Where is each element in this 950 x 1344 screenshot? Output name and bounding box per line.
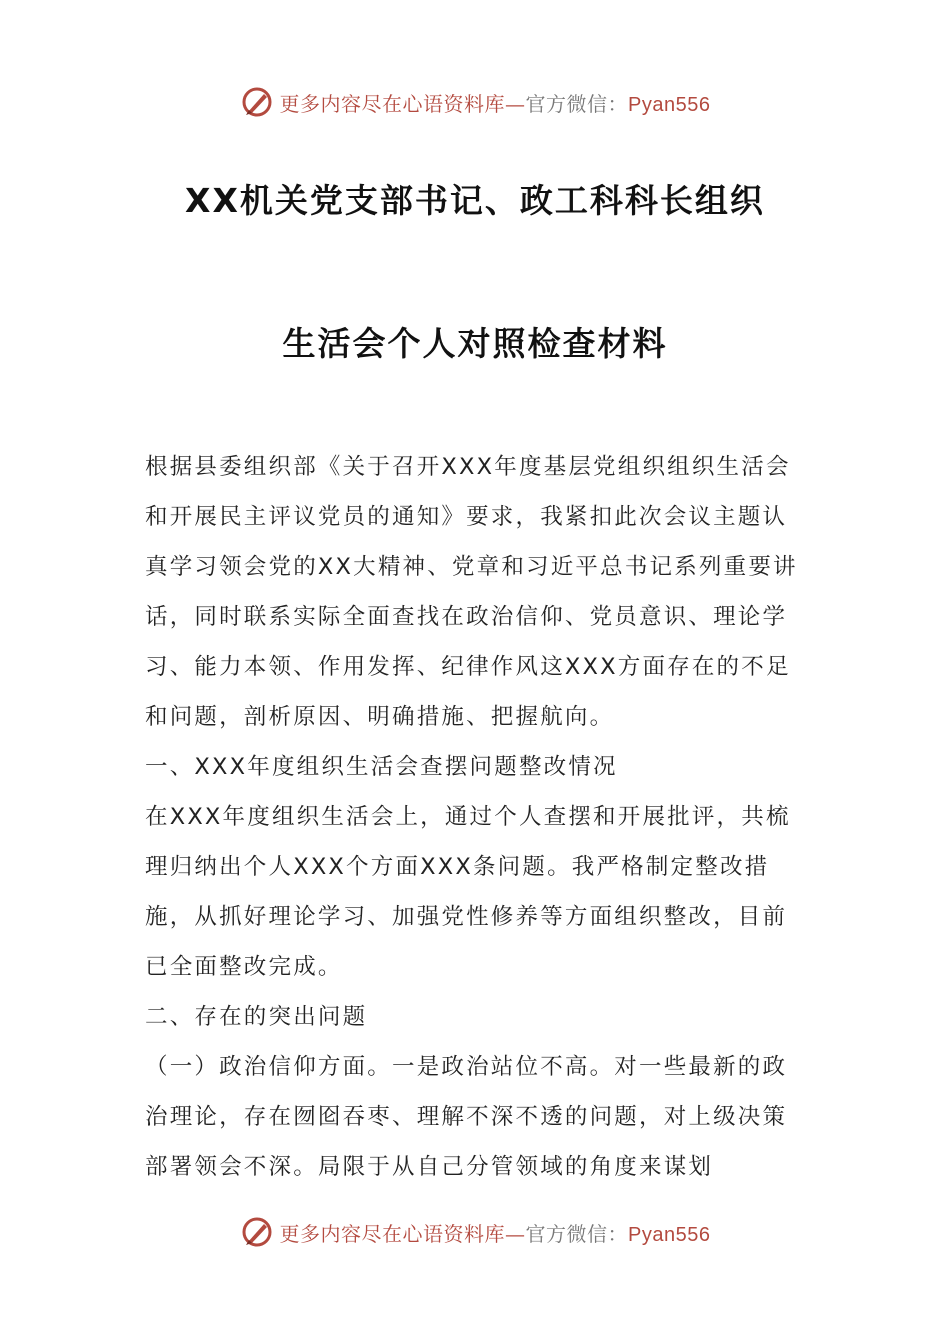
- watermark-text: 更多内容尽在心语资料库—官方微信：Pyan556: [279, 91, 711, 116]
- paragraph-intro: 根据县委组织部《关于召开XXX年度基层党组织组织生活会和开展民主评议党员的通知》要求，我紧扣此次会议主题认真学习领会党的XX大精神、党章和习近平总书记系列重要讲话，同时联系实际全面查找在政治信仰、党员意识、理论学习、能力本领、作用发挥、纪律作风这XXX方面存在的不足和问题，剖析原因、明确措施、把握航向。: [145, 454, 798, 730]
- document-title-line1: XX机关党支部书记、政工科科长组织: [185, 181, 765, 220]
- pen-logo-icon: [240, 85, 274, 119]
- footer-watermark: [0, 1212, 950, 1252]
- section-heading-2: 二、存在的突出问题: [145, 1004, 368, 1030]
- section-heading-1: 一、XXX年度组织生活会查摆问题整改情况: [145, 754, 618, 780]
- watermark-text: 更多内容尽在心语资料库—官方微信：Pyan556: [279, 1221, 711, 1246]
- paragraph-rectification: 在XXX年度组织生活会上，通过个人查摆和开展批评，共梳理归纳出个人XXX个方面XXX条问题。我严格制定整改措施，从抓好理论学习、加强党性修养等方面组织整改，目前已全面整改完成。: [145, 804, 791, 980]
- header-watermark: [0, 82, 950, 122]
- document-body: [145, 442, 810, 1192]
- document-title-line2: 生活会个人对照检查材料: [282, 324, 668, 363]
- pen-logo-icon: [240, 1215, 274, 1249]
- paragraph-political-belief: （一）政治信仰方面。一是政治站位不高。对一些最新的政治理论，存在囫囵吞枣、理解不深不透的问题，对上级决策部署领会不深。局限于从自己分管领域的角度来谋划: [145, 1054, 788, 1180]
